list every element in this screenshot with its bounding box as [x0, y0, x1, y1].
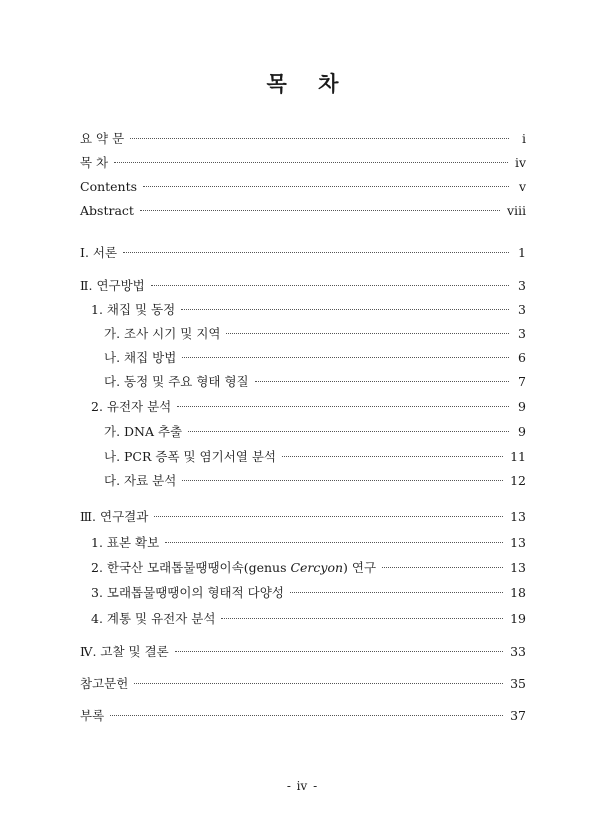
toc-entry-page: 7 [518, 374, 526, 389]
toc-entry-methods[interactable] [80, 277, 526, 295]
dot-leader [154, 516, 503, 517]
toc-entry-page: 35 [510, 676, 526, 691]
toc-entry-page: ⅴ [518, 179, 526, 194]
toc-entry-page: 13 [510, 509, 526, 524]
toc-entry-toc[interactable] [80, 154, 526, 172]
toc-entry-label: 참고문헌 [80, 676, 129, 691]
toc-entry-summary[interactable] [80, 130, 526, 148]
toc-entry-page: 3 [518, 302, 526, 317]
toc-entry-label: 부록 [80, 708, 105, 723]
dot-leader [151, 285, 509, 286]
toc-entry-label: 나. 채집 방법 [104, 350, 177, 365]
dot-leader [165, 542, 503, 543]
toc-entry-label: 1. 표본 확보 [91, 535, 160, 550]
toc-entry-specimens[interactable] [91, 534, 526, 552]
dot-leader [134, 683, 503, 684]
toc-entry-label: 요 약 문 [80, 131, 125, 146]
toc-entry-label: 가. 조사 시기 및 지역 [104, 326, 221, 341]
toc-entry-pcr[interactable] [104, 448, 526, 466]
toc-entry-label: 나. PCR 증폭 및 염기서열 분석 [104, 449, 276, 464]
toc-entry-collection[interactable] [91, 301, 526, 319]
toc-entry-page: 13 [510, 560, 526, 575]
genus-name-italic: Cercyon [290, 560, 344, 575]
dot-leader [382, 567, 503, 568]
dot-leader [175, 651, 503, 652]
toc-entry-label: 1. 채집 및 동정 [91, 302, 176, 317]
toc-entry-page: 9 [518, 399, 526, 414]
dot-leader [282, 456, 503, 457]
toc-entry-page: 1 [518, 245, 526, 260]
dot-leader [110, 715, 503, 716]
toc-entry-page: ⅳ [514, 155, 526, 170]
toc-entry-references[interactable] [80, 675, 526, 693]
toc-entry-cercyon-study[interactable] [91, 559, 526, 577]
page-number: - ⅳ - [286, 779, 319, 793]
toc-entry-label: 2. 한국산 모래톱물땡땡이속(genus Cercyon) 연구 [91, 560, 377, 575]
toc-entry-page: ⅷ [506, 203, 526, 218]
toc-entry-collection-method[interactable] [104, 349, 526, 367]
dot-leader [255, 381, 509, 382]
toc-entry-data-analysis[interactable] [104, 472, 526, 490]
dot-leader [114, 162, 508, 163]
toc-entry-page: 13 [510, 535, 526, 550]
toc-entry-identification[interactable] [104, 373, 526, 391]
dot-leader [182, 357, 509, 358]
toc-entry-page: 9 [518, 424, 526, 439]
dot-leader [290, 592, 503, 593]
dot-leader [188, 431, 509, 432]
toc-entry-page: 19 [510, 611, 526, 626]
toc-entry-page: ⅰ [522, 131, 526, 146]
dot-leader [123, 252, 509, 253]
toc-entry-introduction[interactable] [80, 244, 526, 262]
toc-entry-contents[interactable] [80, 178, 526, 196]
dot-leader [143, 186, 509, 187]
toc-entry-page: 3 [518, 278, 526, 293]
dot-leader [221, 618, 503, 619]
toc-entry-abstract[interactable] [80, 202, 526, 220]
toc-entry-survey-period[interactable] [104, 325, 526, 343]
toc-entry-label: Abstract [80, 203, 134, 218]
toc-entry-label: Contents [80, 179, 138, 194]
toc-entry-label: Ⅲ. 연구결과 [80, 509, 149, 524]
toc-entry-page: 6 [518, 350, 526, 365]
dot-leader [177, 406, 509, 407]
toc-entry-discussion[interactable] [80, 643, 526, 661]
toc-entry-label: 2. 유전자 분석 [91, 399, 172, 414]
toc-entry-label: 4. 계통 및 유전자 분석 [91, 611, 216, 626]
toc-entry-appendix[interactable] [80, 707, 526, 725]
toc-entry-page: 12 [510, 473, 526, 488]
toc-entry-page: 37 [510, 708, 526, 723]
toc-entry-label: Ⅳ. 고찰 및 결론 [80, 644, 169, 659]
toc-entry-label: 다. 동정 및 주요 형태 형질 [104, 374, 249, 389]
toc-entry-label: 3. 모래톱물땡땡이의 형태적 다양성 [91, 585, 284, 600]
toc-entry-page: 3 [518, 326, 526, 341]
dot-leader [181, 309, 509, 310]
toc-entry-label: Ⅱ. 연구방법 [80, 278, 145, 293]
toc-entry-morphology[interactable] [91, 584, 526, 602]
toc-entry-genetic-analysis[interactable] [91, 398, 526, 416]
dot-leader [140, 210, 500, 211]
dot-leader [226, 333, 509, 334]
toc-entry-results[interactable] [80, 508, 526, 526]
toc-entry-page: 11 [510, 449, 526, 464]
toc-entry-label: 목 차 [80, 155, 109, 170]
toc-entry-label: 다. 자료 분석 [104, 473, 177, 488]
toc-entry-dna-extraction[interactable] [104, 423, 526, 441]
toc-entry-phylogeny[interactable] [91, 610, 526, 628]
toc-entry-page: 33 [510, 644, 526, 659]
dot-leader [130, 138, 509, 139]
dot-leader [182, 480, 503, 481]
toc-entry-page: 18 [510, 585, 526, 600]
toc-entry-label: 가. DNA 추출 [104, 424, 183, 439]
toc-title: 목 차 [266, 71, 351, 96]
toc-entry-label: Ⅰ. 서론 [80, 245, 118, 260]
